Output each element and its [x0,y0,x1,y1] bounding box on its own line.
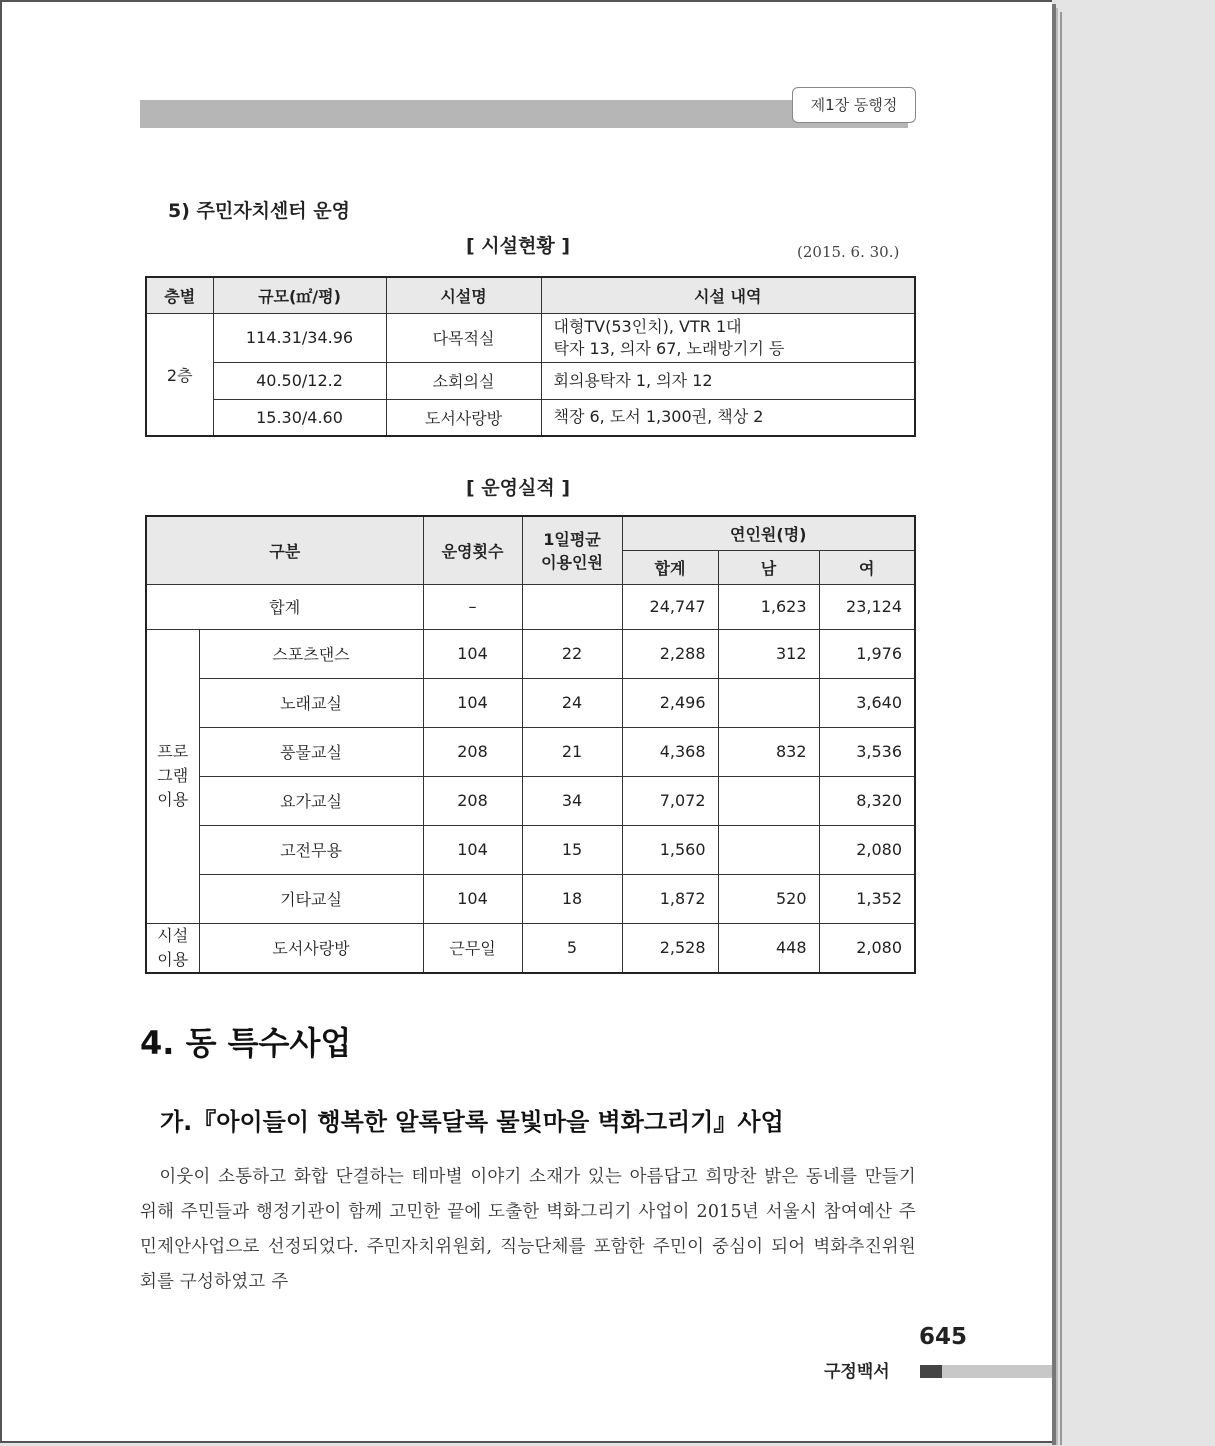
header-category: 구분 [146,516,423,584]
header-daily-average-line2: 이용인원 [541,553,603,573]
sum-cell: 2,496 [622,678,718,727]
facility-name-cell: 다목적실 [386,313,541,362]
male-cell: 832 [718,727,819,776]
header-count: 운영횟수 [423,516,522,584]
section-5-title: 5) 주민자치센터 운영 [168,200,350,222]
program-name-cell: 고전무용 [199,825,423,874]
count-cell: – [423,584,522,629]
sum-cell: 2,528 [622,923,718,973]
table-row [146,629,915,678]
female-cell: 8,320 [819,776,915,825]
header-facility-name: 시설명 [386,277,541,313]
female-cell: 23,124 [819,584,915,629]
male-cell: 312 [718,629,819,678]
header-total-people: 연인원(명) [622,516,915,550]
floor-cell: 2층 [146,313,213,436]
header-female: 여 [819,550,915,584]
table-header-row [146,277,915,313]
sum-cell: 1,560 [622,825,718,874]
male-cell: 520 [718,874,819,923]
female-cell: 2,080 [819,923,915,973]
daily-cell: 21 [522,727,622,776]
daily-cell: 5 [522,923,622,973]
daily-cell [522,584,622,629]
male-cell [718,776,819,825]
table-row [146,362,915,399]
count-cell: 104 [423,629,522,678]
header-floor: 층별 [146,277,213,313]
female-cell: 3,640 [819,678,915,727]
group-label-line: 이용 [157,949,189,969]
male-cell: 448 [718,923,819,973]
sum-cell: 24,747 [622,584,718,629]
count-cell: 104 [423,874,522,923]
daily-cell: 15 [522,825,622,874]
table-row [146,923,915,973]
count-cell: 104 [423,678,522,727]
facility-detail-cell [541,313,915,362]
header-sum: 합계 [622,550,718,584]
detail-line: 탁자 13, 의자 67, 노래방기기 등 [553,338,785,358]
group-label-line: 시설 [157,925,189,945]
table-row [146,678,915,727]
program-name-cell: 도서사랑방 [199,923,423,973]
facilities-table [145,276,916,437]
header-daily-average-line1: 1일평균 [543,530,601,550]
table-row [146,313,915,362]
program-name-cell: 노래교실 [199,678,423,727]
sum-cell: 4,368 [622,727,718,776]
facility-name-cell: 소회의실 [386,362,541,399]
table-header-row [146,516,915,550]
table-row [146,399,915,436]
body-paragraph: 이웃이 소통하고 화합 단결하는 테마별 이야기 소재가 있는 아름답고 희망찬 밝은 동네를 만들기 위해 주민들과 행정기관이 함께 고민한 끝에 도출한 벽화그리기 사업이 2015년 서울시 참여예산 주민제안사업으로 선정되었다. 주민자치위원회, 직능단체를 포함한 주민이 중심이 되어 벽화추진위원회를 구성하였고 주 [140,1167,916,1292]
facilities-date: (2015. 6. 30.) [797,243,900,261]
group-label-line: 그램 [157,766,189,785]
table-row [146,874,915,923]
header-male: 남 [718,550,819,584]
male-cell [718,678,819,727]
female-cell: 3,536 [819,727,915,776]
size-cell: 40.50/12.2 [213,362,386,399]
footer-bar-dark [920,1365,942,1378]
facilities-caption: [ 시설현황 ] [466,235,571,257]
table-row [146,776,915,825]
size-cell: 15.30/4.60 [213,399,386,436]
total-label: 합계 [146,584,423,629]
male-cell [718,825,819,874]
count-cell: 208 [423,776,522,825]
chapter-tab: 제1장 동행정 [792,87,916,123]
table-row [146,825,915,874]
subsection-title: 가.『아이들이 행복한 알록달록 물빛마을 벽화그리기』사업 [160,1108,784,1136]
page-stack-edge [1056,8,1058,1445]
detail-line: 대형TV(53인치), VTR 1대 [553,316,742,336]
daily-cell: 22 [522,629,622,678]
group-label-line: 프로 [157,742,189,761]
size-cell: 114.31/34.96 [213,313,386,362]
count-cell: 104 [423,825,522,874]
operations-caption: [ 운영실적 ] [466,477,571,499]
count-cell: 208 [423,727,522,776]
operations-table [145,515,916,974]
female-cell: 1,976 [819,629,915,678]
page-stack-edge [1060,12,1062,1445]
header-size: 규모(㎡/평) [213,277,386,313]
program-name-cell: 기타교실 [199,874,423,923]
facility-detail-cell: 책장 6, 도서 1,300권, 책상 2 [541,399,915,436]
facility-detail-cell: 회의용탁자 1, 의자 12 [541,362,915,399]
facility-group-label [146,923,199,973]
daily-cell: 18 [522,874,622,923]
sum-cell: 1,872 [622,874,718,923]
footer-bar-light [942,1365,1054,1378]
program-name-cell: 스포츠댄스 [199,629,423,678]
female-cell: 2,080 [819,825,915,874]
section-4-title: 4. 동 특수사업 [140,1024,352,1062]
page-number: 645 [919,1324,968,1350]
program-group-label [146,629,199,923]
program-name-cell: 풍물교실 [199,727,423,776]
header-daily-average [522,516,622,584]
facility-name-cell: 도서사랑방 [386,399,541,436]
sum-cell: 2,288 [622,629,718,678]
table-row [146,727,915,776]
sum-cell: 7,072 [622,776,718,825]
book-title: 구정백서 [824,1362,890,1382]
total-row [146,584,915,629]
group-label-line: 이용 [157,790,189,809]
program-name-cell: 요가교실 [199,776,423,825]
count-cell: 근무일 [423,923,522,973]
daily-cell: 34 [522,776,622,825]
header-facility-detail: 시설 내역 [541,277,915,313]
daily-cell: 24 [522,678,622,727]
female-cell: 1,352 [819,874,915,923]
male-cell: 1,623 [718,584,819,629]
